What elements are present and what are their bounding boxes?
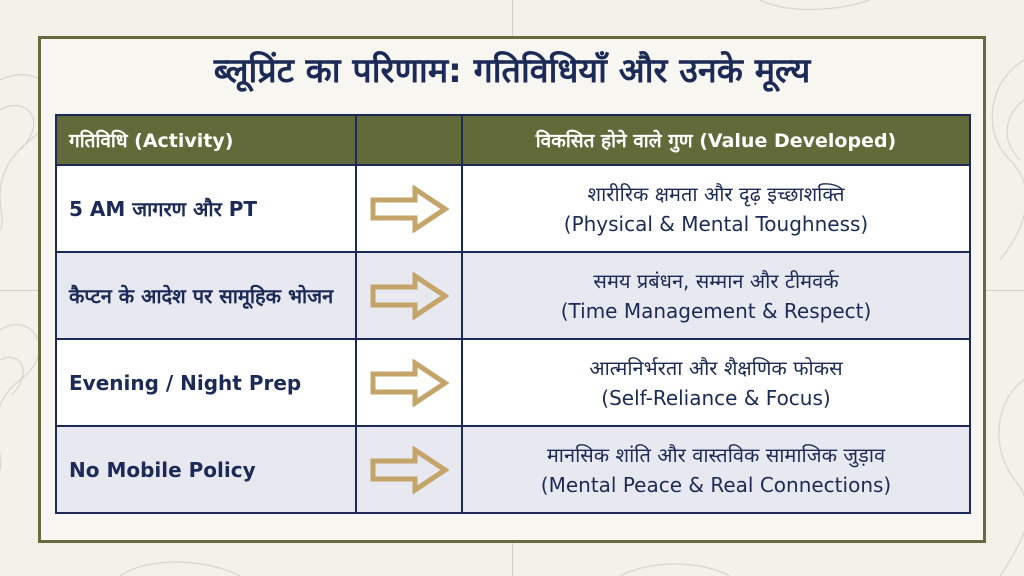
value-english: (Mental Peace & Real Connections) — [540, 472, 892, 497]
table-row — [56, 252, 970, 339]
activity-cell: कैप्टन के आदेश पर सामूहिक भोजन — [56, 252, 356, 339]
table-header-row — [56, 115, 970, 165]
table-row — [56, 426, 970, 513]
value-english: (Physical & Mental Toughness) — [563, 211, 869, 236]
arrow-cell — [356, 426, 462, 513]
value-english: (Time Management & Respect) — [560, 298, 872, 323]
grid-line-horizontal — [986, 290, 1024, 291]
value-hindi: आत्मनिर्भरता और शैक्षणिक फोकस — [589, 355, 843, 380]
grid-line-vertical — [512, 543, 513, 576]
table-row — [56, 165, 970, 252]
value-hindi: समय प्रबंधन, सम्मान और टीमवर्क — [593, 268, 839, 293]
right-arrow-icon — [369, 446, 449, 494]
grid-line-horizontal — [0, 290, 38, 291]
activity-cell: 5 AM जागरण और PT — [56, 165, 356, 252]
arrow-cell — [356, 339, 462, 426]
right-arrow-icon — [369, 359, 449, 407]
activity-value-table — [55, 114, 971, 514]
value-cell — [462, 252, 970, 339]
right-arrow-icon — [369, 272, 449, 320]
right-arrow-icon — [369, 185, 449, 233]
table-row — [56, 339, 970, 426]
value-hindi: मानसिक शांति और वास्तविक सामाजिक जुड़ाव — [546, 442, 886, 467]
value-cell — [462, 426, 970, 513]
grid-line-vertical — [512, 0, 513, 36]
header-activity: गतिविधि (Activity) — [56, 115, 356, 165]
activity-cell: No Mobile Policy — [56, 426, 356, 513]
activity-cell: Evening / Night Prep — [56, 339, 356, 426]
value-cell — [462, 165, 970, 252]
header-arrow-spacer — [356, 115, 462, 165]
arrow-cell — [356, 165, 462, 252]
value-hindi: शारीरिक क्षमता और दृढ़ इच्छाशक्ति — [587, 181, 845, 206]
arrow-cell — [356, 252, 462, 339]
header-value: विकसित होने वाले गुण (Value Developed) — [462, 115, 970, 165]
value-english: (Self-Reliance & Focus) — [601, 385, 831, 410]
page-title: ब्लूप्रिंट का परिणाम: गतिविधियाँ और उनके मूल्य — [213, 51, 811, 91]
value-cell — [462, 339, 970, 426]
